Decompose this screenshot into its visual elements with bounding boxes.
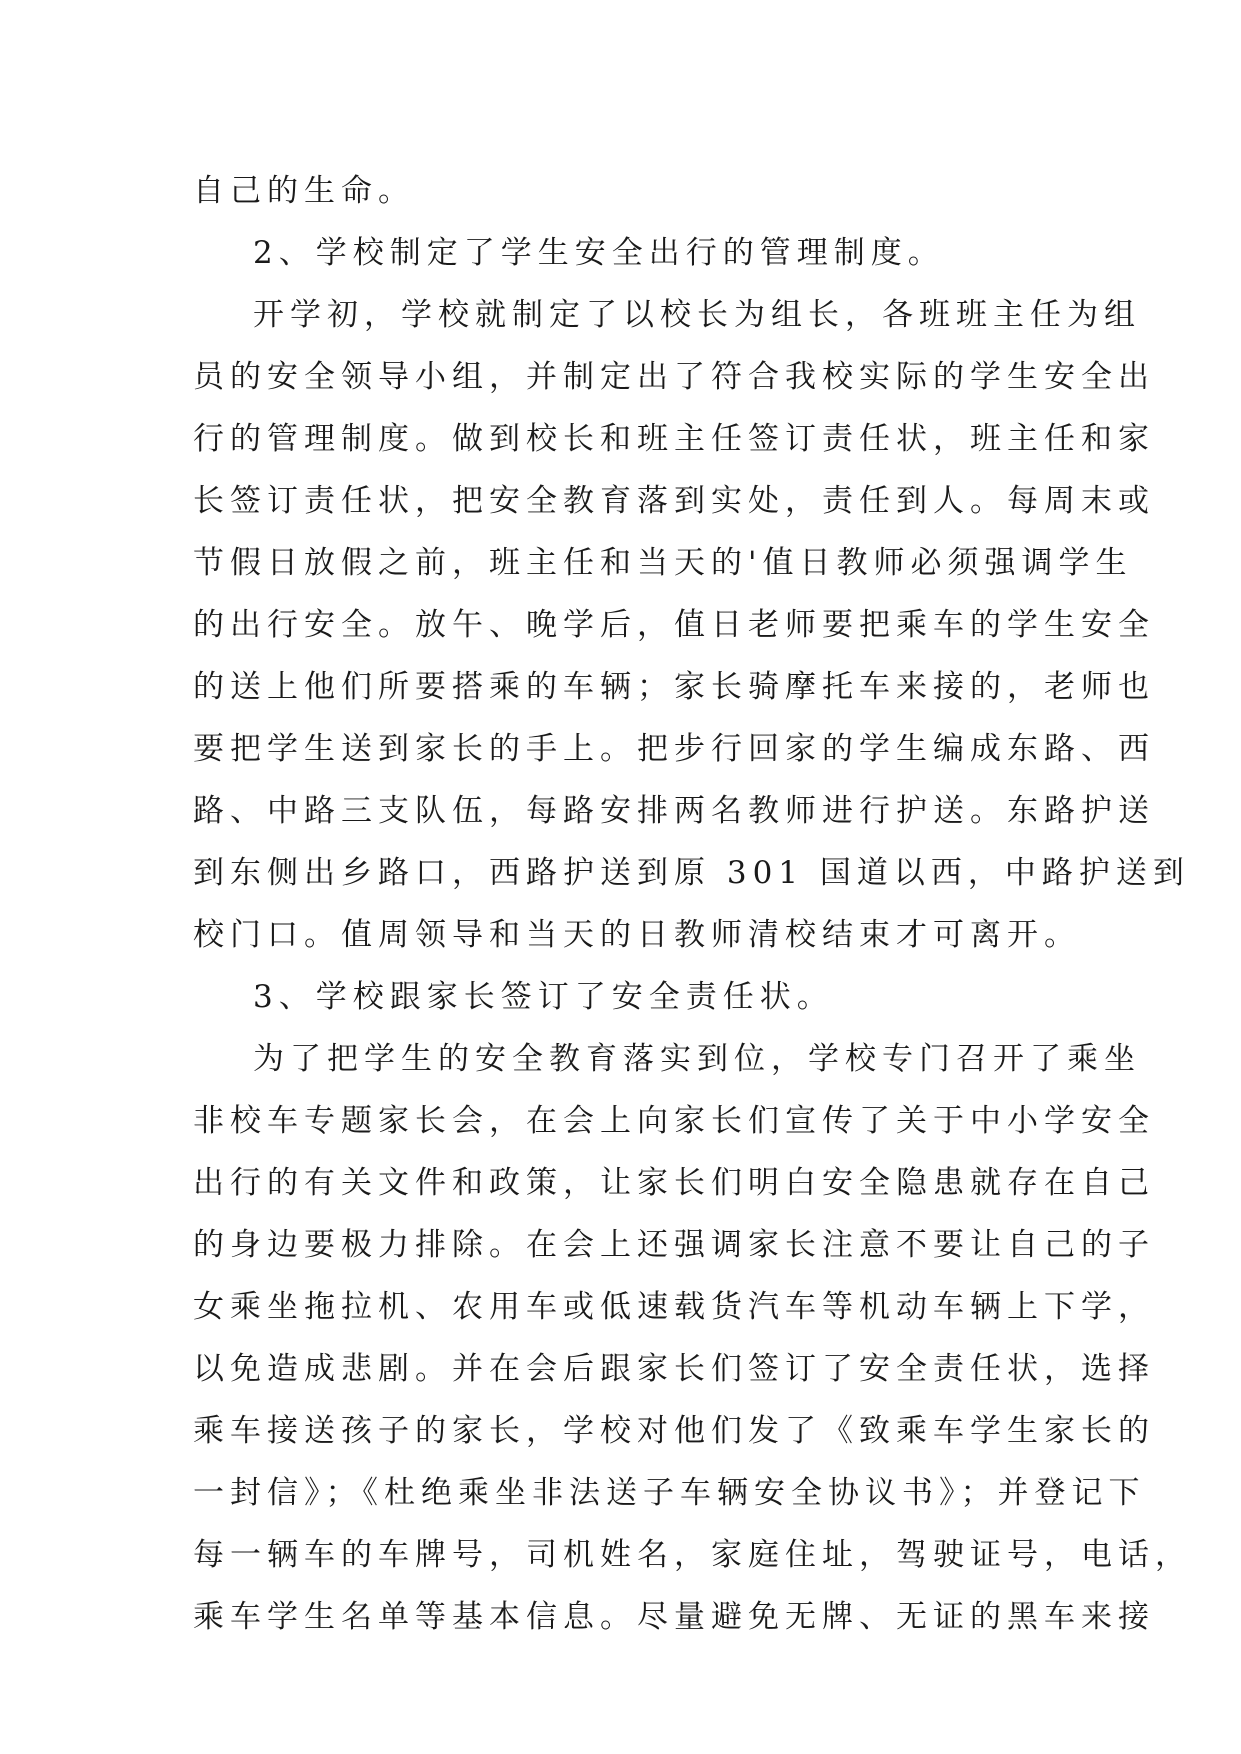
paragraph-first-line: 开学初，学校就制定了以校长为组长，各班班主任为组 [253,297,1141,333]
text-line: 非校车专题家长会，在会上向家长们宣传了关于中小学安全 [193,1103,1155,1139]
text-line: 乘车学生名单等基本信息。尽量避免无牌、无证的黑车来接 [193,1599,1155,1635]
text-line: 女乘坐拖拉机、农用车或低速载货汽车等机动车辆上下学， [193,1289,1155,1325]
paragraph-first-line: 为了把学生的安全教育落实到位，学校专门召开了乘坐 [253,1041,1141,1077]
text-line: 以免造成悲剧。并在会后跟家长们签订了安全责任状，选择 [193,1351,1155,1387]
text-line: 员的安全领导小组，并制定出了符合我校实际的学生安全出 [193,359,1155,395]
text-line: 的出行安全。放午、晚学后，值日老师要把乘车的学生安全 [193,607,1155,643]
text-line: 要把学生送到家长的手上。把步行回家的学生编成东路、西 [193,731,1155,767]
paragraph-first-line: 3、学校跟家长签订了安全责任状。 [253,979,834,1015]
text-line: 自己的生命。 [193,173,415,209]
text-line: 校门口。值周领导和当天的日教师清校结束才可离开。 [193,917,1081,953]
text-line: 的送上他们所要搭乘的车辆；家长骑摩托车来接的，老师也 [193,669,1155,705]
text-line: 的身边要极力排除。在会上还强调家长注意不要让自己的子 [193,1227,1155,1263]
text-line: 乘车接送孩子的家长，学校对他们发了《致乘车学生家长的 [193,1413,1155,1449]
text-line: 一封信》；《杜绝乘坐非法送子车辆安全协议书》；并登记下 [193,1475,1146,1511]
text-line: 出行的有关文件和政策，让家长们明白安全隐患就存在自己 [193,1165,1155,1201]
text-line: 长签订责任状，把安全教育落到实处，责任到人。每周末或 [193,483,1155,519]
text-line: 路、中路三支队伍，每路安排两名教师进行护送。东路护送 [193,793,1155,829]
paragraph-first-line: 2、学校制定了学生安全出行的管理制度。 [253,235,945,271]
text-line: 到东侧出乡路口，西路护送到原 301 国道以西，中路护送到 [193,855,1190,891]
document-body [193,160,1192,1648]
text-line: 节假日放假之前，班主任和当天的'值日教师必须强调学生 [193,545,1133,581]
text-line: 行的管理制度。做到校长和班主任签订责任状，班主任和家 [193,421,1155,457]
text-line: 每一辆车的车牌号，司机姓名，家庭住址，驾驶证号，电话， [193,1537,1192,1573]
